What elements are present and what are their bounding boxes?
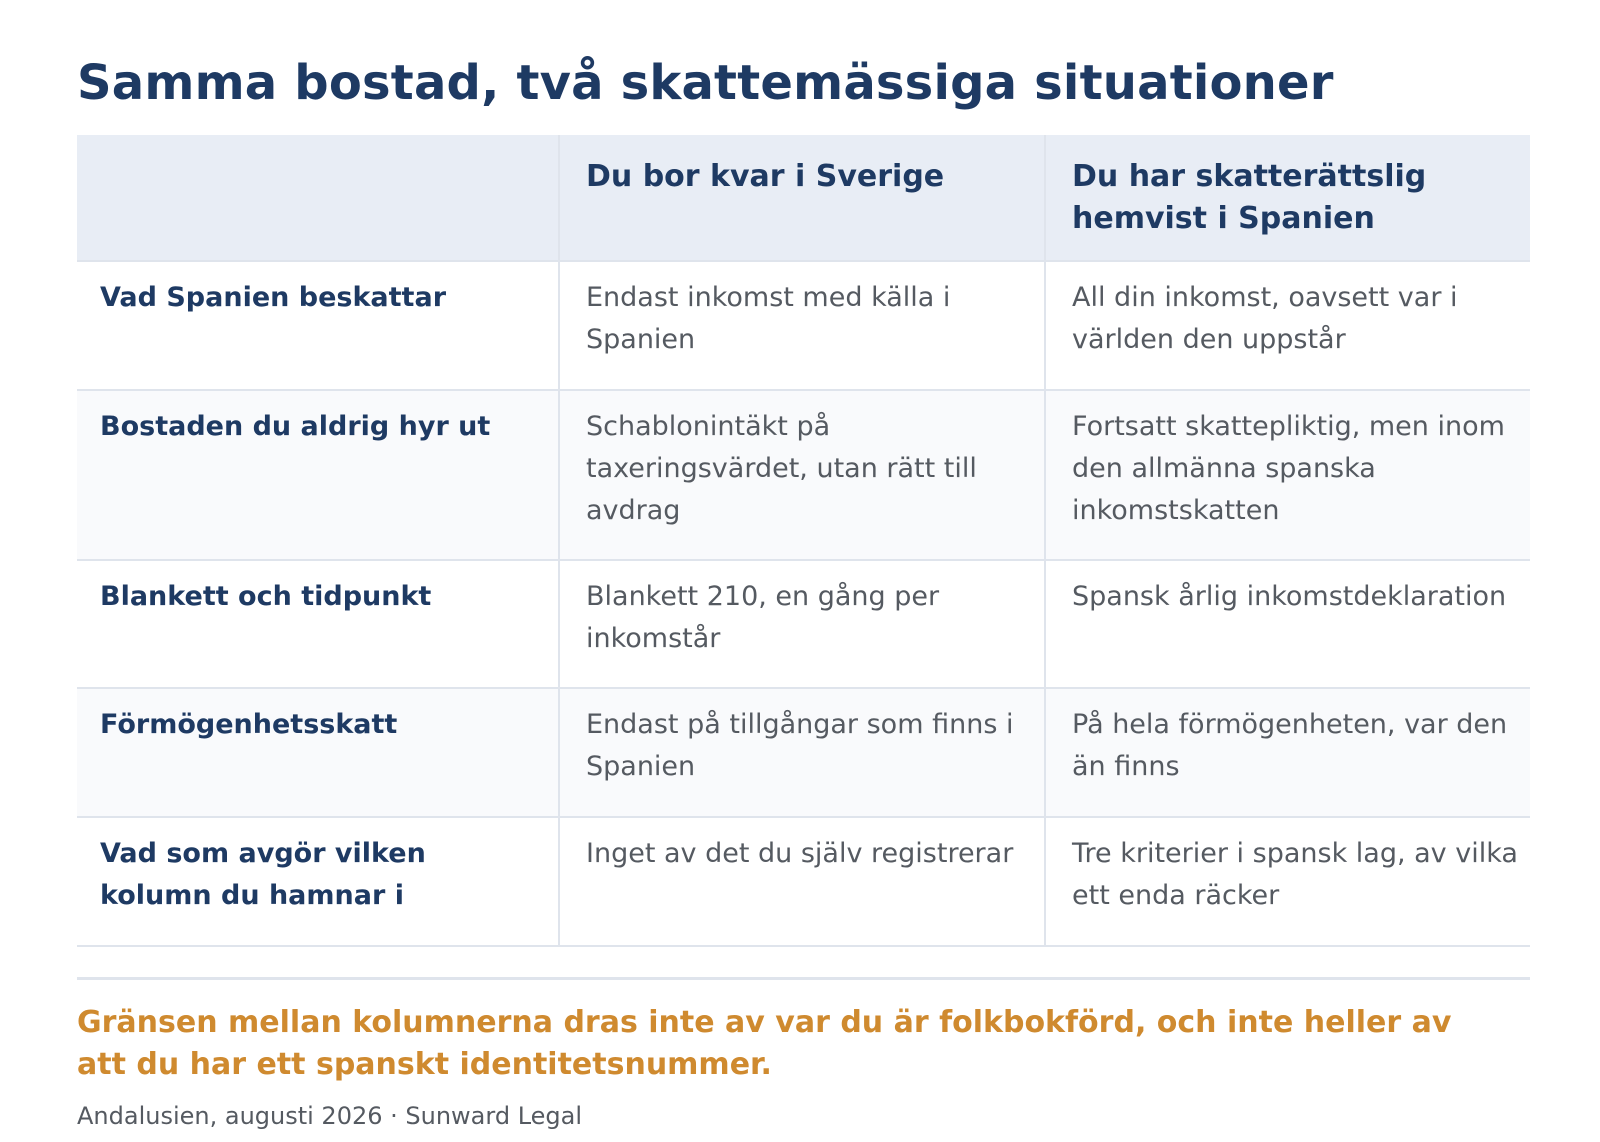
table-row (77, 817, 1530, 946)
cell-sweden: Schablonintäkt på taxeringsvärdet, utan rätt till avdrag (559, 390, 1045, 560)
document-page (77, 52, 1530, 1132)
row-label: Bostaden du aldrig hyr ut (77, 390, 559, 560)
row-label: Förmögenhetsskatt (77, 688, 559, 817)
cell-spain: Spansk årlig inkomstdeklaration (1045, 560, 1530, 688)
cell-sweden: Inget av det du själv registrerar (559, 817, 1045, 946)
cell-spain: Fortsatt skattepliktig, men inom den allmänna spanska inkomstskatten (1045, 390, 1530, 560)
cell-sweden: Endast på tillgångar som finns i Spanien (559, 688, 1045, 817)
header-spain: Du har skatterättslig hemvist i Spanien (1045, 135, 1530, 261)
footer-credit: Andalusien, augusti 2026 · Sunward Legal (77, 1102, 583, 1130)
cell-sweden: Blankett 210, en gång per inkomstår (559, 560, 1045, 688)
table-header-row (77, 135, 1530, 261)
row-label: Vad Spanien beskattar (77, 261, 559, 390)
cell-spain: På hela förmögenheten, var den än finns (1045, 688, 1530, 817)
cell-spain: All din inkomst, oavsett var i världen den uppstår (1045, 261, 1530, 390)
table-row (77, 261, 1530, 390)
row-label: Vad som avgör vilken kolumn du hamnar i (77, 817, 559, 946)
divider (77, 977, 1530, 980)
table-row (77, 390, 1530, 560)
cell-sweden: Endast inkomst med källa i Spanien (559, 261, 1045, 390)
cell-spain: Tre kriterier i spansk lag, av vilka ett enda räcker (1045, 817, 1530, 946)
comparison-table (77, 135, 1530, 947)
table-row (77, 688, 1530, 817)
table-row (77, 560, 1530, 688)
page-title: Samma bostad, två skattemässiga situationer (77, 55, 1334, 111)
callout-text: Gränsen mellan kolumnerna dras inte av var du är folkbokförd, och inte heller av att du har ett spanskt identitetsnummer. (77, 1005, 1452, 1082)
header-empty-cell (77, 135, 559, 261)
header-sweden: Du bor kvar i Sverige (559, 135, 1045, 261)
row-label: Blankett och tidpunkt (77, 560, 559, 688)
